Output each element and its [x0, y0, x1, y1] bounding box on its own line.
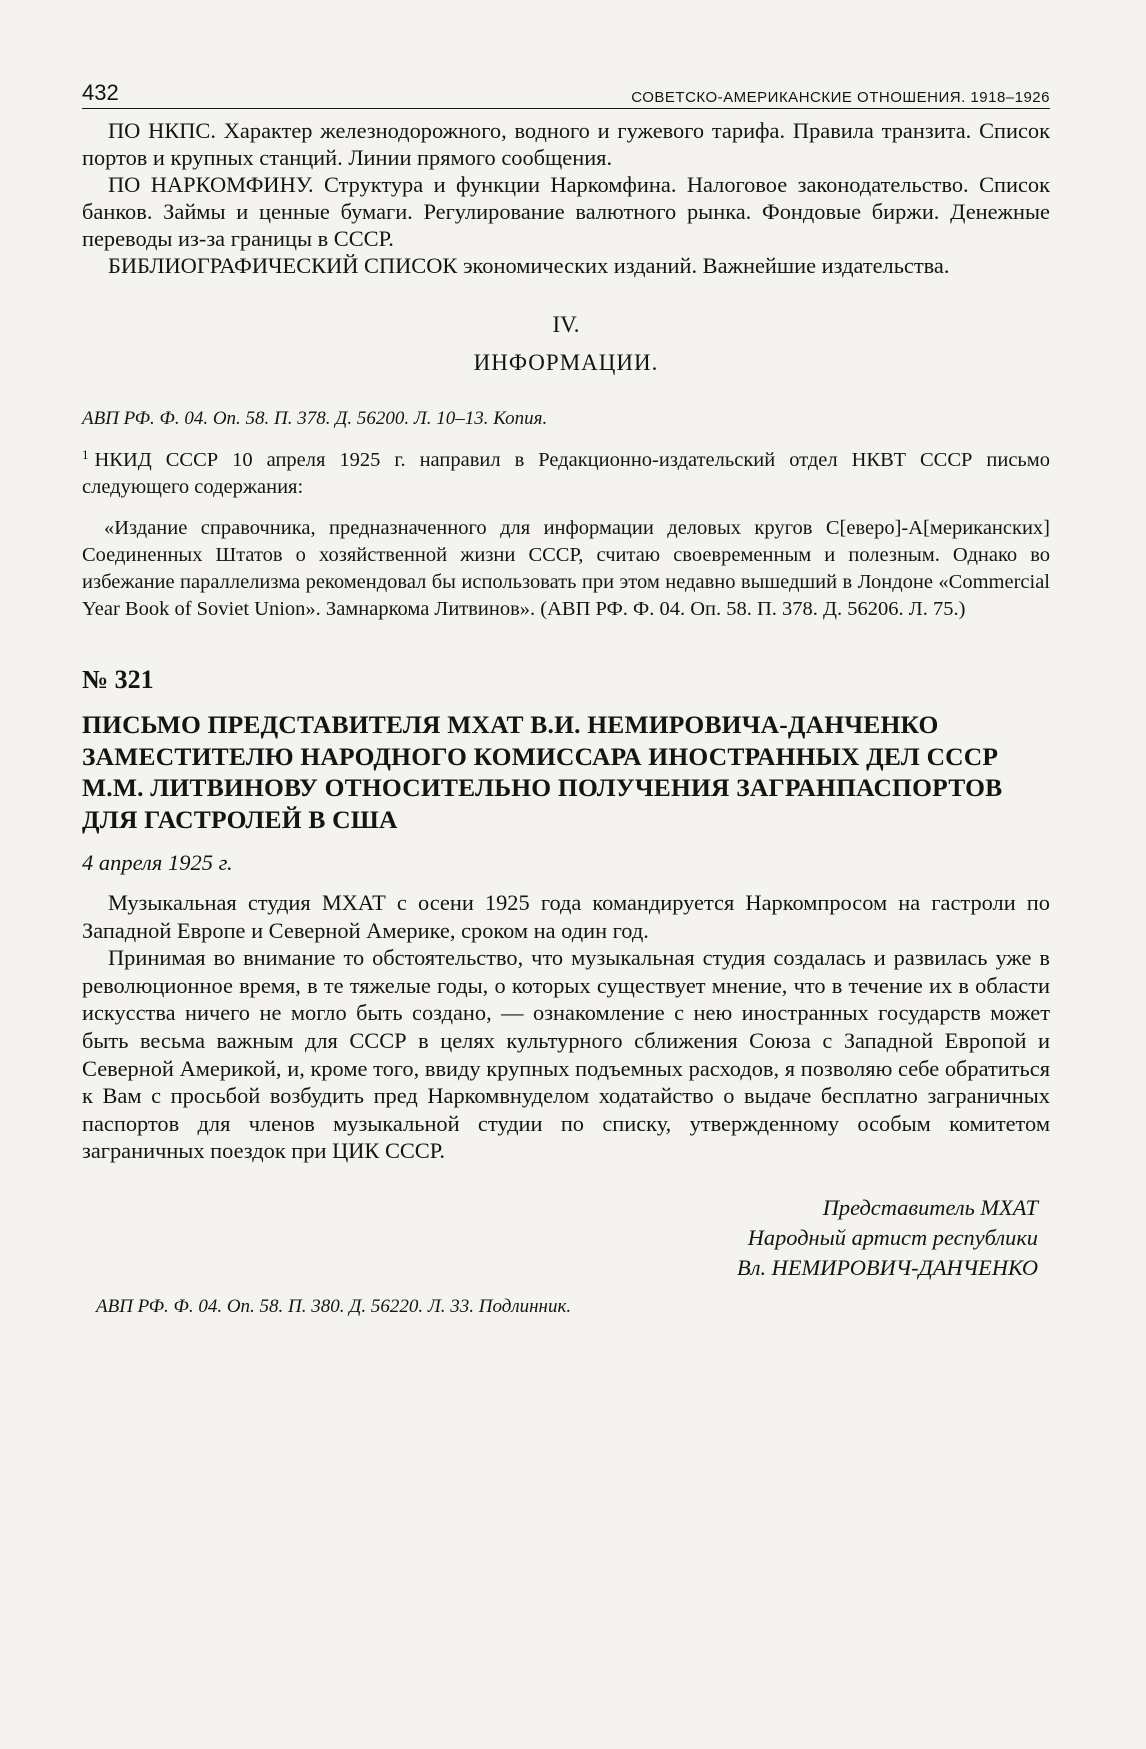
- letter-body: [82, 889, 1050, 1165]
- document-archive-reference: АВП РФ. Ф. 04. Оп. 58. П. 380. Д. 56220. Л. 33. Подлинник.: [96, 1295, 572, 1317]
- footnote: [82, 441, 1050, 501]
- footnote-mark: 1: [82, 447, 89, 462]
- running-header: [82, 78, 1050, 109]
- signature-position: Представитель МХАТ: [822, 1194, 1038, 1220]
- running-title: СОВЕТСКО-АМЕРИКАНСКИЕ ОТНОШЕНИЯ. 1918–1926: [631, 89, 1050, 106]
- document-date: 4 апреля 1925 г.: [82, 850, 233, 875]
- footnote-quote: «Издание справочника, предназначенного для информации деловых кругов С[еверо]-А[мериканских] Соединенных Штатов о хозяйственной жизни СССР, считаю своевременным и полезным. Однако во избежание параллелизма рекомендовал бы использовать при этом недавно вышедший в Лондоне «Commercial Year Book of Soviet Union». Замнаркома Литвинов». (АВП РФ. Ф. 04. Оп. 58. П. 378. Д. 56206. Л. 75.): [82, 517, 1050, 620]
- document-number: № 321: [82, 665, 154, 694]
- signature-block: [82, 1193, 1038, 1283]
- section-title: ИНФОРМАЦИИ.: [473, 350, 659, 375]
- letter-paragraph: Принимая во внимание то обстоятельство, что музыкальная студия создалась и развилась уже в революционное время, в те тяжелые годы, о которых существует мнение, что в течение их в области искусства ничего не могло быть создано, — ознакомление с нею иностранных государств может быть весьма важным для СССР в целях культурного сближения Союза с Западной Европой и Северной Америкой, и, кроме того, ввиду крупных подъемных расходов, я позволяю себе обратиться к Вам с просьбой возбудить пред Наркомвнуделом ходатайство о выдаче бесплатно заграничных паспортов для членов музыкальной студии по списку, утвержденному особым комитетом заграничных поездок при ЦИК СССР.: [82, 945, 1050, 1164]
- signature-name: Вл. НЕМИРОВИЧ-ДАНЧЕНКО: [737, 1254, 1038, 1280]
- intro-paragraph: ПО НКПС. Характер железнодорожного, водного и гужевого тарифа. Правила транзита. Список портов и крупных станций. Линии прямого сообщения.: [82, 118, 1050, 170]
- intro-paragraph: ПО НАРКОМФИНУ. Структура и функции Наркомфина. Налоговое законодательство. Список банков. Займы и ценные бумаги. Регулирование валютного рынка. Фондовые биржи. Денежные переводы из-за границы в СССР.: [82, 172, 1050, 251]
- intro-paragraph: БИБЛИОГРАФИЧЕСКИЙ СПИСОК экономических изданий. Важнейшие издательства.: [108, 253, 950, 278]
- document-title: ПИСЬМО ПРЕДСТАВИТЕЛЯ МХАТ В.И. НЕМИРОВИЧА-ДАНЧЕНКО ЗАМЕСТИТЕЛЮ НАРОДНОГО КОМИССАРА ИНОСТРАННЫХ ДЕЛ СССР М.М. ЛИТВИНОВУ ОТНОСИТЕЛЬНО ПОЛУЧЕНИЯ ЗАГРАНПАСПОРТОВ ДЛЯ ГАСТРОЛЕЙ В США: [82, 710, 1003, 834]
- page-number: 432: [82, 80, 119, 105]
- signature-title: Народный артист республики: [747, 1224, 1038, 1250]
- archive-reference: АВП РФ. Ф. 04. Оп. 58. П. 378. Д. 56200. Л. 10–13. Копия.: [82, 408, 548, 429]
- intro-block: [82, 117, 1050, 279]
- page: [82, 78, 1050, 1319]
- footnote-text: НКИД СССР 10 апреля 1925 г. направил в Редакционно-издательский отдел НКВТ СССР письмо следующего содержания:: [82, 449, 1050, 498]
- section-number: IV.: [552, 312, 580, 337]
- letter-paragraph: Музыкальная студия МХАТ с осени 1925 года командируется Наркомпросом на гастроли по Западной Европе и Северной Америке, сроком на один год.: [82, 890, 1050, 943]
